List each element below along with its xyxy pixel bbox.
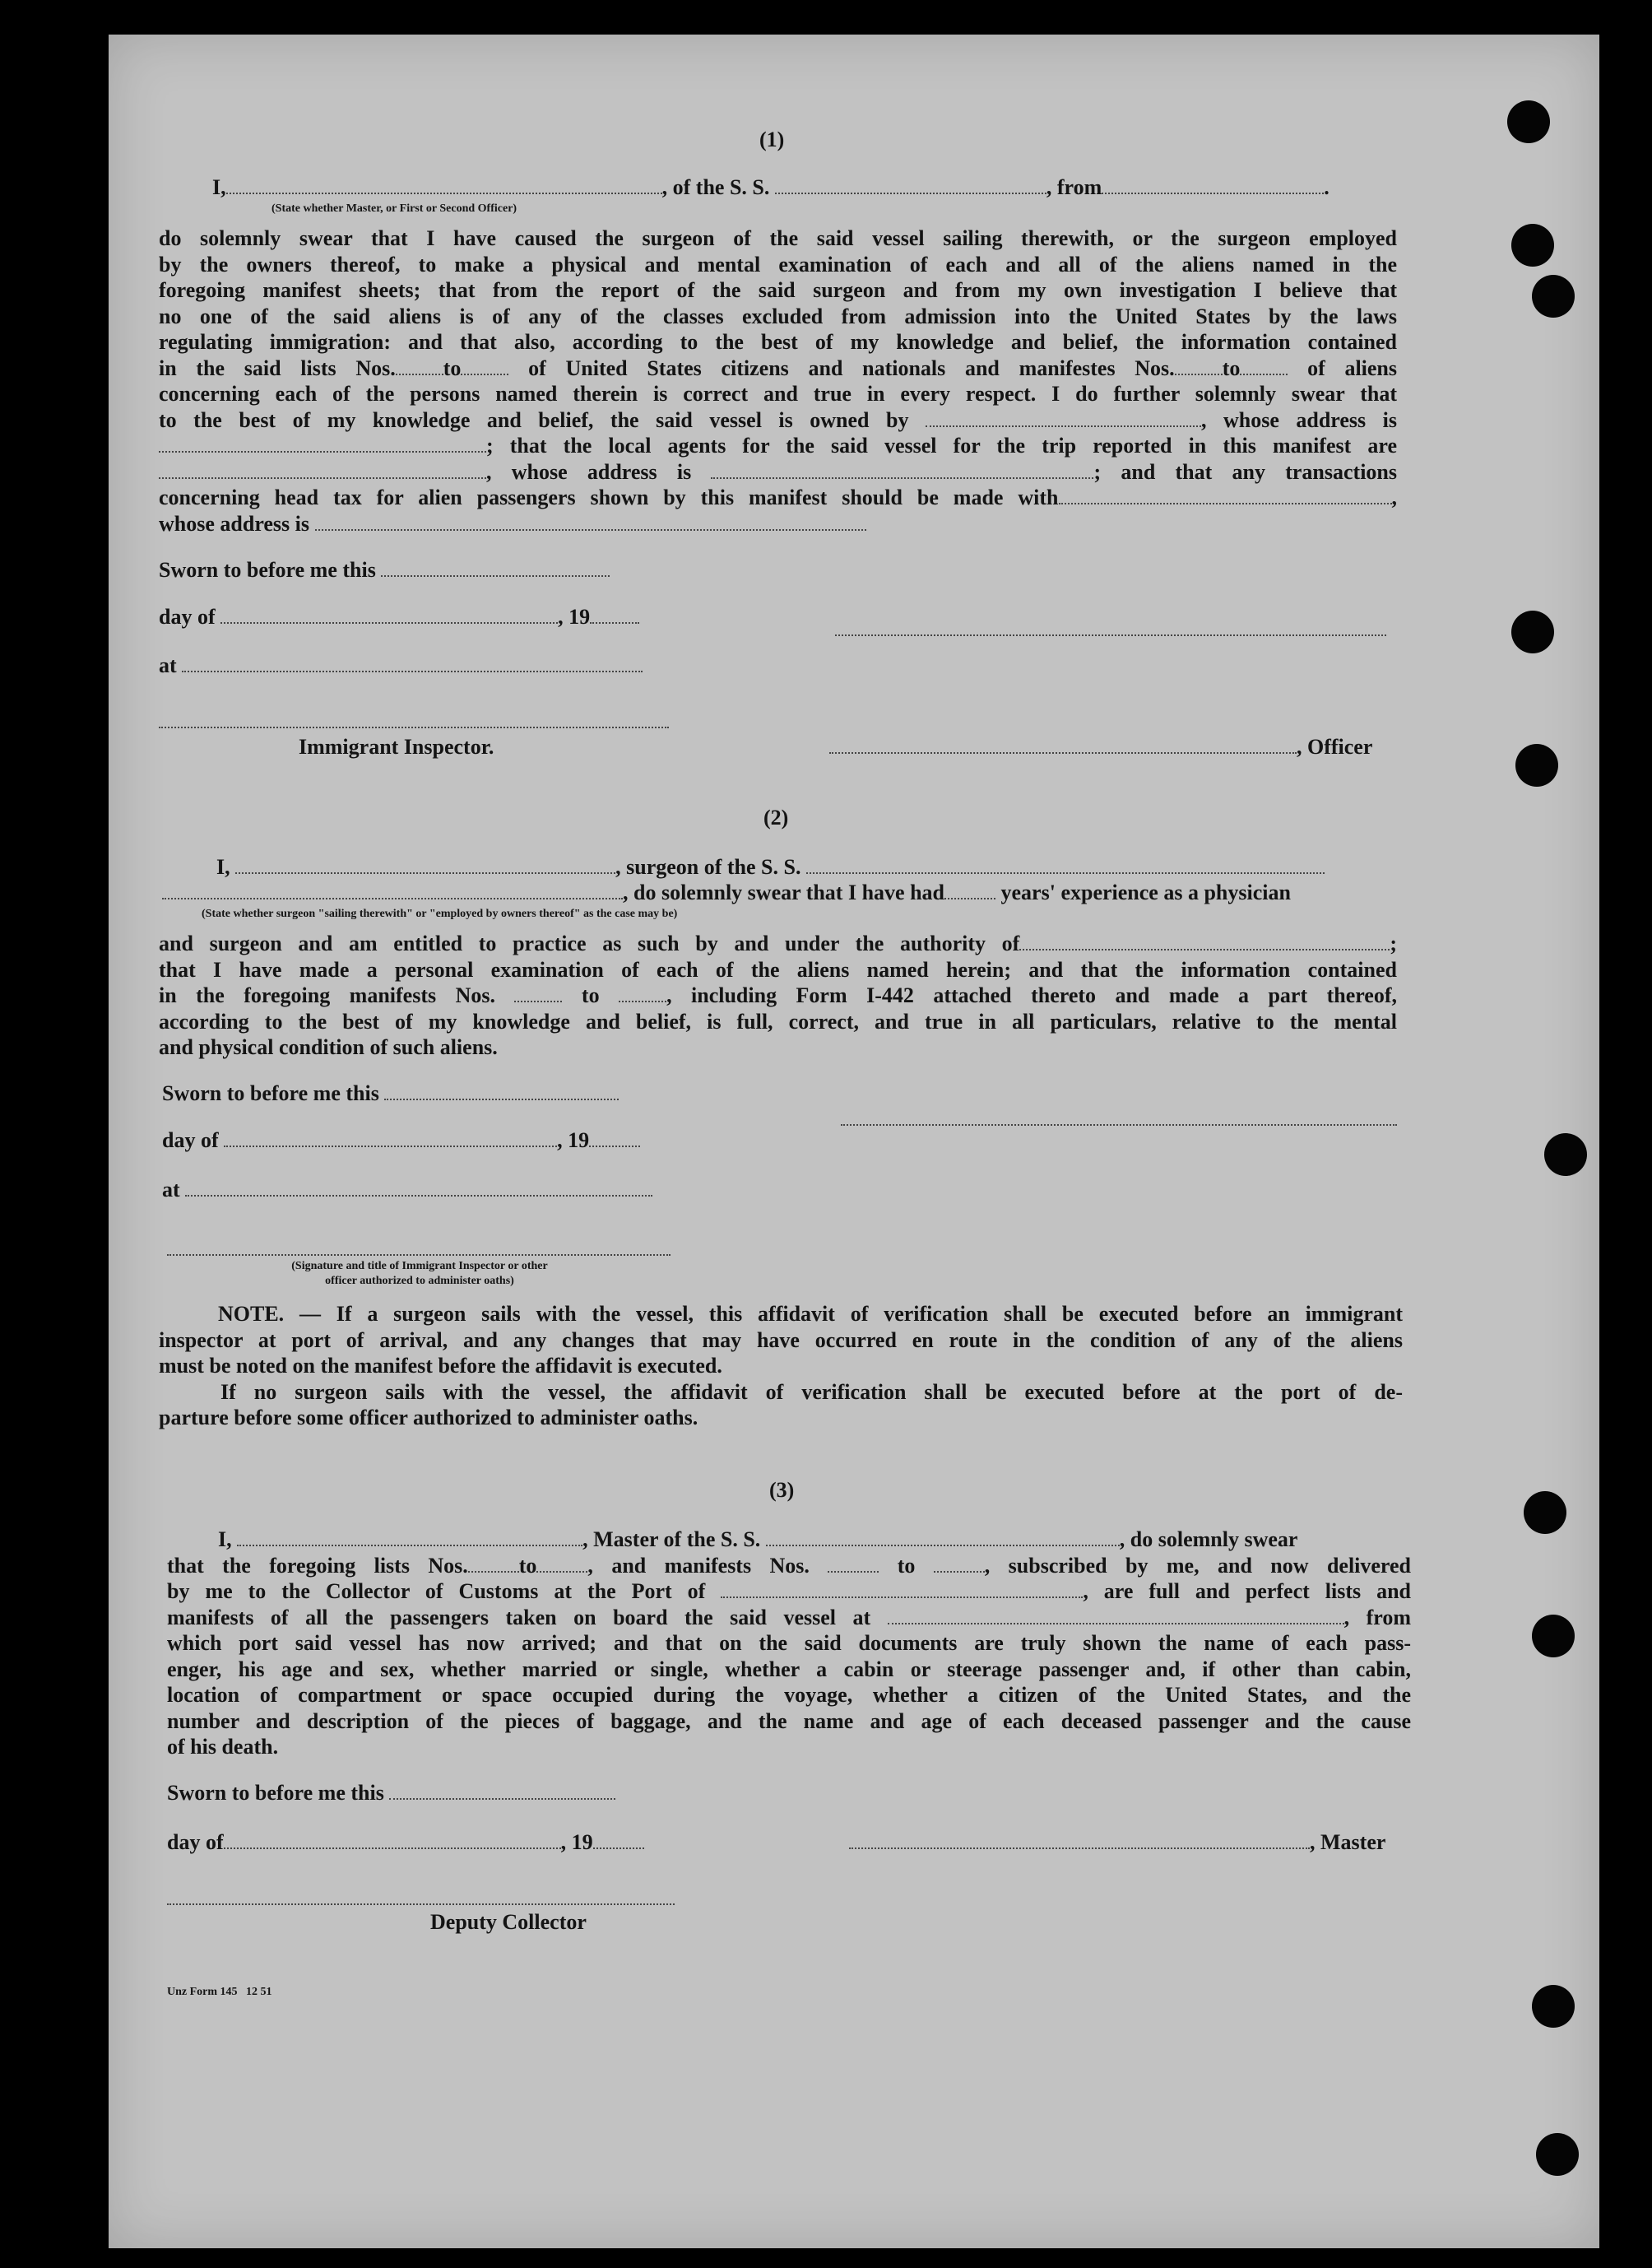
s1-master-signature-line[interactable]	[835, 634, 1386, 636]
s3-day-line: day of , 19	[167, 1829, 644, 1856]
punch-hole	[1532, 1615, 1575, 1657]
s2-inspector-signature-line[interactable]	[167, 1253, 671, 1256]
s3-para-line: enger, his age and sex, whether married or single, whether a cabin or steerage passenger and, if other than cabin,	[167, 1657, 1411, 1681]
s2-line-1: I, , surgeon of the S. S.	[216, 854, 1325, 881]
owner-field[interactable]	[926, 409, 1201, 427]
punch-hole	[1511, 224, 1554, 267]
s1-year-field[interactable]	[590, 606, 639, 624]
lists-to-field[interactable]	[461, 357, 508, 375]
s1-month-field[interactable]	[220, 606, 558, 624]
s2-year-field[interactable]	[589, 1129, 640, 1147]
surgeon-status-note: (State whether surgeon "sailing therewith" or "employed by owners thereof" as the case may be)	[202, 908, 678, 920]
s1-owner-line: to the best of my knowledge and belief, the said vessel is owned by , whose address is	[159, 407, 1397, 432]
s3-deputy-signature-line[interactable]	[167, 1903, 675, 1905]
s2-manifests-from-field[interactable]	[514, 984, 562, 1002]
s2-para-line: and physical condition of such aliens.	[159, 1035, 498, 1059]
s1-day-line: day of , 19	[159, 604, 639, 630]
s1-para-line: no one of the said aliens is of any of the classes excluded from admission into the United States by the laws	[159, 304, 1397, 328]
s3-manifests-from-field[interactable]	[828, 1555, 879, 1573]
s3-month-field[interactable]	[224, 1831, 561, 1849]
rank-note: (State whether Master, or First or Second Officer)	[271, 202, 517, 215]
s1-officer-line: , Officer	[829, 734, 1372, 760]
s1-agent-address-line: , whose address is ; and that any transactions	[159, 459, 1397, 486]
s1-place-field[interactable]	[182, 654, 643, 672]
s3-deputy-label: Deputy Collector	[430, 1910, 587, 1934]
s1-inspector-label: Immigrant Inspector.	[299, 735, 494, 759]
s3-port-field[interactable]	[721, 1580, 1083, 1598]
owner-address-field[interactable]	[159, 435, 486, 453]
form-id: Unz Form 145 12 51	[167, 1986, 272, 1998]
s2-place-field[interactable]	[185, 1178, 652, 1197]
section-3-heading: (3)	[769, 1478, 795, 1502]
head-tax-address-field[interactable]	[315, 513, 866, 531]
note-line: If no surgeon sails with the vessel, the affidavit of verification shall be executed before at the port of de-	[220, 1379, 1403, 1404]
s2-signature-note: (Signature and title of Immigrant Inspector or other officer authorized to administer oaths)	[291, 1260, 548, 1287]
s3-manifests-to-field[interactable]	[934, 1555, 985, 1573]
s3-para-line: number and description of the pieces of baggage, and the name and age of each deceased passenger and the cause	[167, 1708, 1411, 1733]
lists-from-field[interactable]	[396, 357, 443, 375]
s2-para-line: that I have made a personal examination of each of the aliens named herein; and that the information contained	[159, 957, 1397, 982]
s2-surgeon-signature-line[interactable]	[841, 1123, 1397, 1126]
s1-line-1: I, , of the S. S. , from .	[212, 175, 1329, 199]
rank-field[interactable]	[226, 176, 662, 194]
s3-boarding-line: manifests of all the passengers taken on board the said vessel at , from	[167, 1605, 1412, 1629]
s3-para-line: which port said vessel has now arrived; and that on the said documents are truly shown the name of each pass-	[167, 1631, 1411, 1655]
s2-sworn-day-field[interactable]	[384, 1082, 619, 1100]
s1-para-line: by the owners thereof, to make a physical and mental examination of each and all of the aliens named in the	[159, 252, 1397, 277]
surgeon-name-field[interactable]	[235, 856, 615, 874]
agents-field[interactable]	[159, 461, 486, 479]
years-experience-field[interactable]	[944, 881, 995, 899]
s1-para-line: concerning each of the persons named therein is correct and true in every respect. I do further solemnly swear that	[159, 382, 1397, 406]
s3-lists-to-field[interactable]	[536, 1555, 587, 1573]
s1-para-line: do solemnly swear that I have caused the surgeon of the said vessel sailing therewith, or the surgeon employed	[159, 226, 1397, 250]
section-2-heading: (2)	[763, 806, 789, 830]
s2-line-2: , do solemnly swear that I have had years' experience as a physician	[162, 880, 1291, 906]
s2-month-field[interactable]	[224, 1129, 557, 1147]
s3-master-signature-field[interactable]	[849, 1831, 1310, 1849]
punch-hole	[1524, 1491, 1566, 1534]
s2-manifests-to-field[interactable]	[619, 984, 666, 1002]
s3-sworn-day-field[interactable]	[389, 1782, 615, 1800]
s1-at-line: at	[159, 653, 643, 679]
s1-para-line: regulating immigration: and that also, according to the best of my knowledge and belief, the information contained	[159, 330, 1397, 354]
vessel-name-field[interactable]	[775, 176, 1046, 194]
s2-vessel-field[interactable]	[806, 856, 1325, 874]
head-tax-party-field[interactable]	[1059, 486, 1392, 504]
surgeon-status-field[interactable]	[162, 881, 623, 899]
note-line: inspector at port of arrival, and any changes that may have occurred en route in the condition of any of the aliens	[159, 1327, 1403, 1352]
authority-field[interactable]	[1019, 932, 1390, 950]
punch-hole	[1515, 744, 1558, 787]
agent-address-field[interactable]	[711, 461, 1093, 479]
s3-port-line: by me to the Collector of Customs at the Port of , are full and perfect lists and	[167, 1579, 1411, 1603]
section-1-heading: (1)	[759, 128, 785, 151]
s3-master-line: , Master	[849, 1829, 1385, 1856]
s1-para-line: foregoing manifest sheets; that from the report of the said surgeon and from my own investigation I believe that	[159, 278, 1397, 302]
master-name-field[interactable]	[237, 1528, 582, 1546]
s2-manifests-line: in the foregoing manifests Nos. to , including Form I-442 attached thereto and made a part thereof,	[159, 983, 1398, 1007]
s1-sworn-line: Sworn to before me this	[159, 557, 610, 583]
s2-day-line: day of , 19	[162, 1127, 640, 1154]
note-line: must be noted on the manifest before the affidavit is executed.	[159, 1354, 722, 1378]
s3-sworn-line: Sworn to before me this	[167, 1780, 615, 1806]
s3-line-1: I, , Master of the S. S. , do solemnly swear	[218, 1527, 1298, 1551]
s2-sworn-line: Sworn to before me this	[162, 1081, 619, 1107]
s1-head-tax-address-line: whose address is	[159, 511, 866, 537]
note-line: parture before some officer authorized to administer oaths.	[159, 1406, 698, 1429]
punch-hole	[1532, 1985, 1575, 2028]
s1-head-tax-line: concerning head tax for alien passengers shown by this manifest should be made with ,	[159, 486, 1397, 509]
s1-lists-line: in the said lists Nos. to of United States citizens and nationals and manifestes Nos. to of aliens	[159, 356, 1398, 380]
note-line: NOTE. — If a surgeon sails with the vessel, this affidavit of verification shall be executed before an immigrant	[218, 1302, 1403, 1326]
punch-hole	[1511, 611, 1554, 653]
from-port-field[interactable]	[1102, 176, 1324, 194]
s1-officer-field[interactable]	[829, 736, 1297, 754]
punch-hole	[1536, 2133, 1579, 2176]
s3-lists-from-field[interactable]	[468, 1555, 519, 1573]
s3-lists-line: that the foregoing lists Nos. to , and manifests Nos. to , subscribed by me, and now delivered	[167, 1553, 1412, 1578]
s2-authority-line: and surgeon and am entitled to practice as such by and under the authority of ;	[159, 932, 1397, 955]
s3-para-line: location of compartment or space occupied during the voyage, whether a citizen of the United States, and the	[167, 1683, 1411, 1707]
punch-hole	[1507, 100, 1550, 143]
punch-hole	[1532, 275, 1575, 318]
s2-para-line: according to the best of my knowledge and belief, is full, correct, and true in all particulars, relative to the mental	[159, 1009, 1397, 1034]
s1-sworn-day-field[interactable]	[381, 559, 610, 577]
s3-vessel-field[interactable]	[766, 1528, 1120, 1546]
manifests-to-field[interactable]	[1240, 357, 1288, 375]
s1-inspector-signature-line[interactable]	[159, 726, 669, 728]
punch-hole	[1544, 1133, 1587, 1176]
s2-at-line: at	[162, 1177, 652, 1203]
s3-para-line: of his death.	[167, 1735, 279, 1759]
s3-year-field[interactable]	[593, 1831, 644, 1849]
manifests-from-field[interactable]	[1175, 357, 1223, 375]
s1-agents-line: ; that the local agents for the said vessel for the trip reported in this manifest are	[159, 433, 1397, 459]
s3-boarding-port-field[interactable]	[888, 1606, 1344, 1624]
